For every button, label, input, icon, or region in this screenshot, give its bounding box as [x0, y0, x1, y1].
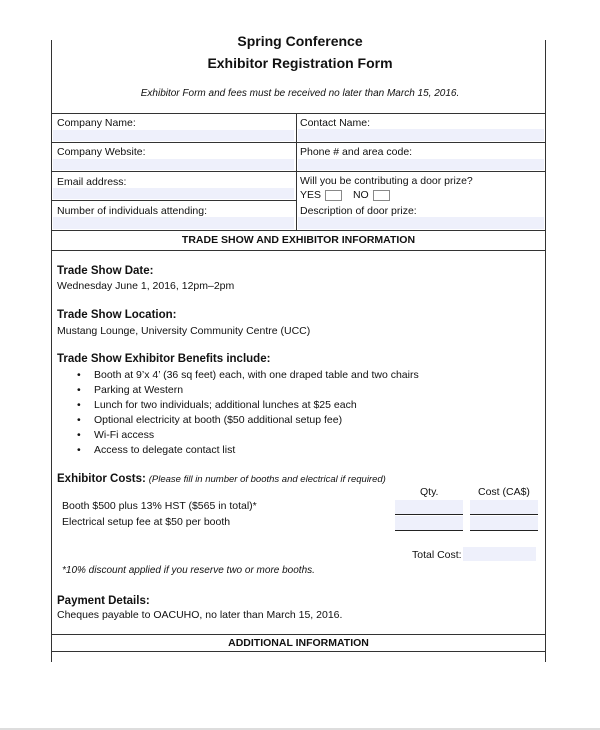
qty-header: Qty.: [420, 486, 439, 498]
company-website-label: Company Website:: [57, 146, 146, 158]
email-input[interactable]: [53, 188, 294, 199]
booth-cost-input[interactable]: [470, 500, 538, 514]
underline: [470, 530, 538, 531]
divider: [51, 171, 546, 172]
contact-name-input[interactable]: [298, 129, 544, 141]
benefits-list: [57, 368, 419, 458]
attending-label: Number of individuals attending:: [57, 205, 208, 217]
underline: [395, 514, 463, 515]
payment-value: Cheques payable to OACUHO, no later than March 15, 2016.: [57, 609, 343, 621]
contact-name-label: Contact Name:: [300, 117, 371, 129]
deadline-notice: Exhibitor Form and fees must be received no later than March 15, 2016.: [140, 88, 460, 99]
company-website-input[interactable]: [53, 159, 294, 170]
total-cost-input[interactable]: [463, 547, 536, 561]
no-label: NO: [352, 189, 369, 201]
underline: [470, 514, 538, 515]
electrical-line: Electrical setup fee at $50 per booth: [62, 516, 231, 528]
benefit-item: • Lunch for two individuals; additional lunches at $25 each: [57, 398, 419, 413]
trade-show-header: TRADE SHOW AND EXHIBITOR INFORMATION: [181, 234, 416, 246]
benefit-item: • Parking at Western: [57, 383, 419, 398]
benefits-label: Trade Show Exhibitor Benefits include:: [57, 353, 271, 365]
costs-heading: [57, 473, 386, 485]
discount-note: *10% discount applied if you reserve two or more booths.: [62, 565, 315, 576]
divider: [51, 113, 546, 114]
underline: [395, 530, 463, 531]
phone-label: Phone # and area code:: [300, 146, 413, 158]
divider: [51, 200, 296, 201]
divider: [51, 142, 546, 143]
door-prize-desc-label: Description of door prize:: [300, 205, 417, 217]
no-checkbox[interactable]: [373, 190, 390, 201]
right-border: [545, 40, 546, 662]
form-title: Spring Conference: [237, 33, 363, 49]
booth-line: Booth $500 plus 13% HST ($565 in total)*: [62, 500, 257, 512]
door-prize-desc-input[interactable]: [298, 217, 544, 229]
divider: [51, 230, 546, 231]
phone-input[interactable]: [298, 159, 544, 170]
additional-info-header: ADDITIONAL INFORMATION: [228, 637, 369, 649]
benefit-item: • Booth at 9’x 4’ (36 sq feet) each, with one draped table and two chairs: [57, 368, 419, 383]
company-name-input[interactable]: [53, 130, 294, 141]
left-border: [51, 40, 52, 662]
costs-note: (Please fill in number of booths and electrical if required): [148, 474, 386, 485]
location-label: Trade Show Location:: [57, 309, 177, 321]
form-subtitle: Exhibitor Registration Form: [207, 55, 393, 71]
email-label: Email address:: [57, 176, 127, 188]
benefit-item: • Optional electricity at booth ($50 additional setup fee): [57, 413, 419, 428]
date-value: Wednesday June 1, 2016, 12pm–2pm: [57, 280, 235, 292]
divider: [51, 250, 546, 251]
divider: [296, 113, 297, 230]
door-prize-question: Will you be contributing a door prize?: [300, 175, 473, 187]
cost-header: Cost (CA$): [478, 486, 530, 498]
benefit-item: • Access to delegate contact list: [57, 443, 419, 458]
attending-input[interactable]: [53, 217, 294, 229]
electrical-qty-input[interactable]: [395, 516, 463, 530]
costs-label: Exhibitor Costs:: [57, 473, 146, 485]
payment-label: Payment Details:: [57, 595, 150, 607]
divider: [51, 651, 546, 652]
door-prize-options: [300, 189, 398, 201]
yes-checkbox[interactable]: [325, 190, 342, 201]
yes-label: YES: [300, 189, 322, 201]
date-label: Trade Show Date:: [57, 265, 154, 277]
booth-qty-input[interactable]: [395, 500, 463, 514]
location-value: Mustang Lounge, University Community Centre (UCC): [57, 325, 311, 337]
divider: [51, 634, 546, 635]
benefit-item: • Wi-Fi access: [57, 428, 419, 443]
total-cost-label: Total Cost:: [412, 549, 462, 561]
company-name-label: Company Name:: [57, 117, 136, 129]
electrical-cost-input[interactable]: [470, 516, 538, 530]
